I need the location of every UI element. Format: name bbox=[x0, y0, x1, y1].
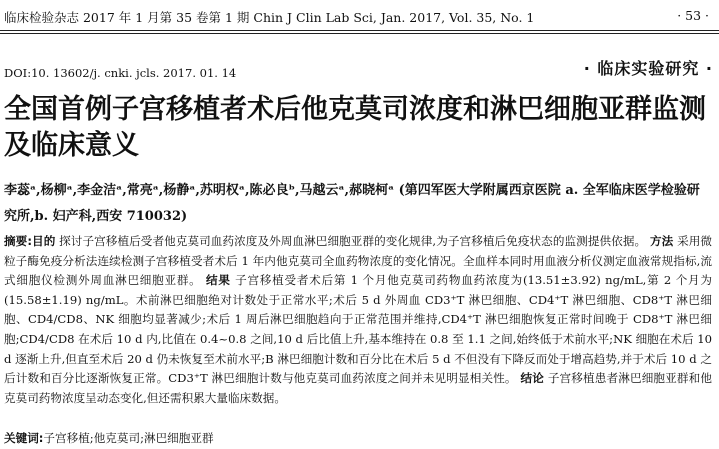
header-rule-secondary bbox=[0, 33, 719, 34]
results-text: 子宫移植受者术后第 1 个月他克莫司药物血药浓度为(13.51±3.92) ng/mL,第 2 个月为(15.58±1.19) ng/mL。术前淋巴细胞绝对计数处于正常水平;术后 5 d 外周血 CD3⁺T 淋巴细胞、CD4⁺T 淋巴细胞、CD8⁺T 淋巴细胞、CD4/CD8、NK 细胞均显著减少;术后 1 周后淋巴细胞趋向于正常范围并维持,CD4⁺T 淋巴细胞恢复正常时间晚于 CD8⁺T 淋巴细胞;CD4/CD8 在术后 10 d 内,比值在 0.4~0.8 之间,10 d 后比值上升,基本维持在 0.8 至 1.1 之间,始终低于术前水平;NK 细胞在术后 10 d 逐渐上升,但直至术后 20 d 仍未恢复至术前水平;B 淋巴细胞计数和百分比在术后 5 d 不但没有下降反而处于增高趋势,并于术后 10 d 之后计数和百分比逐渐恢复正常。CD3⁺T 淋巴细胞计数与他克莫司血药浓度之间并未见明显相关性。 bbox=[4, 273, 712, 386]
doi: DOI:10. 13602/j. cnki. jcls. 2017. 01. 14 bbox=[4, 66, 237, 80]
abstract-label: 摘要: bbox=[4, 234, 32, 248]
objective-text: 探讨子宫移植后受者他克莫司血药浓度及外周血淋巴细胞亚群的变化规律,为子宫移植后免疫状态的监测提供依据。 bbox=[59, 234, 647, 248]
keywords-text: 子宫移植;他克莫司;淋巴细胞亚群 bbox=[43, 431, 214, 445]
keywords-label: 关键词: bbox=[4, 431, 44, 445]
page-number: · 53 · bbox=[677, 8, 709, 23]
methods-text: 采用微粒子酶免疫分析法连续检测子宫移植受者术后 1 年内他克莫司全血药物浓度的变化情况。全血样本同时用血液分析仪测定血液常规指标,流式细胞仪检测外周血淋巴细胞亚群。 bbox=[4, 234, 712, 288]
author-list: 李蕊ᵃ,杨柳ᵃ,李金洁ᵃ,常亮ᵃ,杨静ᵃ,苏明权ᵃ,陈必良ᵇ,马越云ᵃ,郝晓柯ᵃ (第四军医大学附属西京医院 a. 全军临床医学检验研究所,b. 妇产科,西安 710032) bbox=[4, 183, 700, 224]
header-rule bbox=[0, 30, 719, 31]
article-title: 全国首例子宫移植者术后他克莫司浓度和淋巴细胞亚群监测及临床意义 bbox=[4, 94, 706, 161]
journal-citation: 临床检验杂志 2017 年 1 月第 35 卷第 1 期 Chin J Clin Lab Sci, Jan. 2017, Vol. 35, No. 1 bbox=[4, 10, 535, 25]
section-label: · 临床实验研究 · bbox=[583, 59, 713, 78]
conclusion-text: 子宫移植患者淋巴细胞亚群和他克莫司药物浓度呈动态变化,但还需积累大量临床数据。 bbox=[4, 371, 712, 405]
keywords bbox=[4, 430, 214, 446]
methods-label: 方法 bbox=[649, 234, 674, 248]
objective-label: 目的 bbox=[31, 234, 56, 248]
abstract bbox=[4, 232, 712, 408]
results-label: 结果 bbox=[205, 273, 231, 288]
conclusion-label: 结论 bbox=[520, 371, 544, 386]
